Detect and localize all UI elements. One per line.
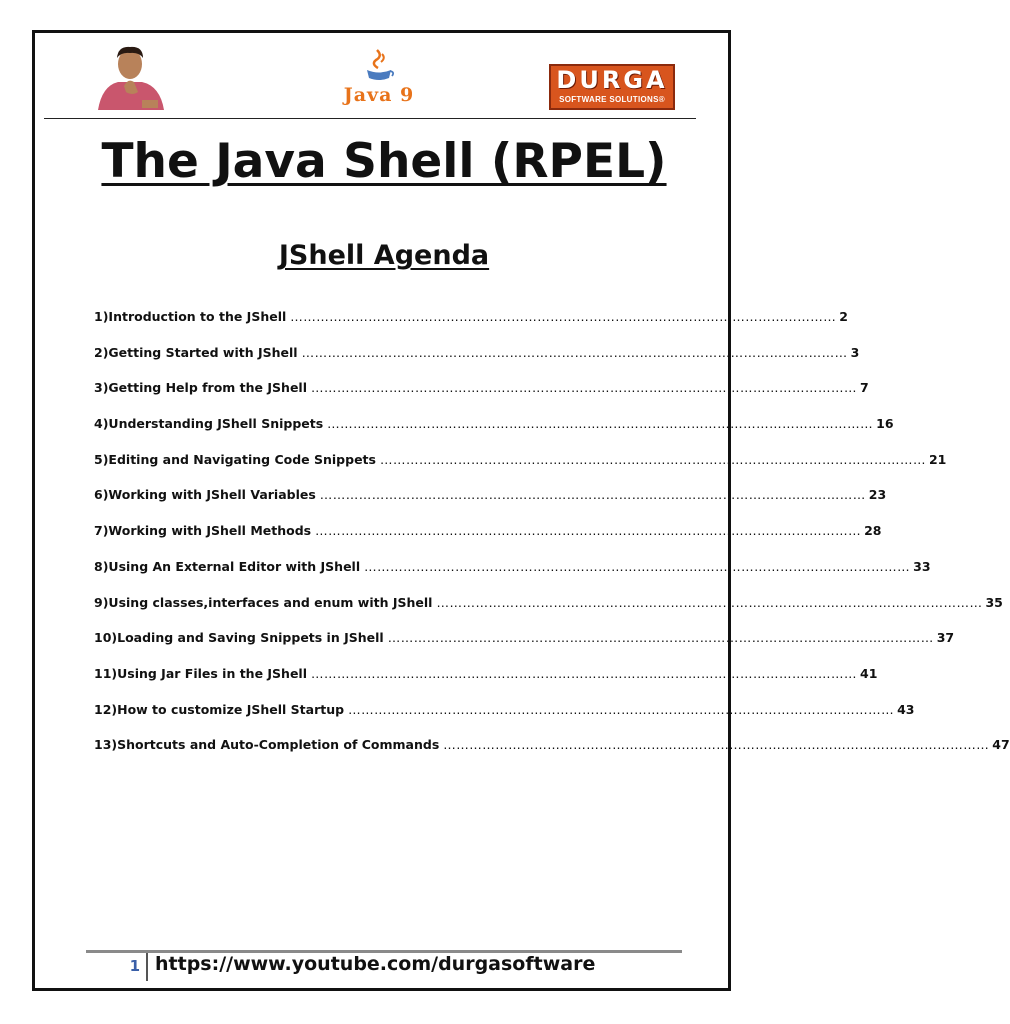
agenda-item-number: 7)	[94, 523, 109, 539]
agenda-heading: JShell Agenda	[278, 240, 490, 271]
agenda-leader: ………………………………………………………………………………………………………………	[443, 737, 990, 753]
agenda-item-page: 2	[839, 309, 848, 324]
footer-url: https://www.youtube.com/durgasoftware	[155, 953, 596, 975]
agenda-item-label: How to customize JShell Startup	[117, 701, 345, 717]
page-header	[44, 34, 696, 119]
agenda-item	[94, 380, 869, 416]
agenda-item-number: 5)	[94, 451, 109, 467]
agenda-item-page: 33	[913, 558, 931, 574]
agenda-item-label: Getting Help from the JShell	[108, 380, 307, 396]
agenda-item-page: 37	[936, 630, 955, 646]
agenda-item-page: 23	[868, 487, 887, 503]
agenda-item-label: Using An External Editor with JShell	[108, 558, 361, 574]
agenda-item	[94, 558, 931, 595]
agenda-item-number: 2)	[94, 344, 109, 360]
agenda-item-page: 21	[928, 451, 947, 467]
agenda-item	[94, 737, 1010, 773]
agenda-leader: ………………………………………………………………………………………………………………	[311, 665, 858, 681]
agenda-item-page: 7	[860, 380, 869, 396]
agenda-item-number: 10)	[94, 630, 118, 646]
agenda-item	[94, 701, 915, 738]
agenda-item-page: 28	[864, 523, 882, 539]
agenda-item	[94, 665, 878, 702]
java-logo-text: Java 9	[343, 84, 415, 106]
agenda-item-label: Understanding JShell Snippets	[108, 416, 324, 432]
agenda-item-number: 11)	[94, 665, 118, 681]
agenda-leader: ………………………………………………………………………………………………………………	[436, 594, 983, 610]
agenda-item-number: 4)	[94, 416, 109, 432]
agenda-item-number: 8)	[94, 558, 109, 574]
agenda-item	[94, 487, 887, 523]
agenda-leader: ………………………………………………………………………………………………………………	[315, 523, 862, 539]
agenda-item	[94, 309, 848, 345]
agenda-list	[94, 309, 1010, 773]
footer-page-number: 1	[129, 957, 140, 975]
agenda-item	[94, 630, 955, 666]
agenda-item-label: Getting Started with JShell	[108, 344, 298, 360]
durga-logo	[549, 64, 675, 110]
durga-brand-name: DURGA	[556, 66, 668, 94]
agenda-item-number: 3)	[94, 380, 109, 396]
document-title: The Java Shell (RPEL)	[101, 134, 667, 189]
agenda-item-number: 9)	[94, 594, 109, 610]
agenda-item-page: 35	[985, 594, 1003, 610]
agenda-item-page: 3	[850, 344, 860, 360]
agenda-item-label: Working with JShell Methods	[108, 523, 312, 539]
agenda-item	[94, 594, 1003, 631]
agenda-item	[94, 344, 860, 381]
java-cup-icon	[363, 48, 395, 82]
agenda-item-label: Introduction to the JShell	[108, 309, 287, 324]
agenda-item-page: 47	[992, 737, 1010, 753]
java-logo	[327, 54, 431, 110]
agenda-item-label: Editing and Navigating Code Snippets	[108, 451, 376, 467]
agenda-item-label: Using Jar Files in the JShell	[117, 665, 308, 681]
agenda-leader: ………………………………………………………………………………………………………………	[290, 309, 837, 324]
agenda-leader: ………………………………………………………………………………………………………………	[311, 380, 857, 396]
agenda-item-page: 41	[860, 665, 878, 681]
agenda-item	[94, 523, 882, 559]
agenda-leader: ………………………………………………………………………………………………………………	[379, 451, 926, 467]
agenda-item-label: Shortcuts and Auto-Completion of Commands	[117, 737, 440, 753]
agenda-item	[94, 416, 894, 452]
agenda-item-label: Loading and Saving Snippets in JShell	[117, 630, 384, 646]
agenda-item-number: 1)	[94, 309, 109, 324]
agenda-leader: ………………………………………………………………………………………………………………	[327, 416, 874, 432]
agenda-leader: ………………………………………………………………………………………………………………	[364, 558, 911, 574]
agenda-item-label: Working with JShell Variables	[108, 487, 316, 503]
durga-brand-tagline: SOFTWARE SOLUTIONS®	[559, 95, 665, 104]
agenda-item-number: 12)	[94, 701, 118, 717]
author-photo	[94, 42, 166, 110]
agenda-item-page: 43	[897, 701, 915, 717]
agenda-leader: ………………………………………………………………………………………………………………	[319, 487, 866, 503]
agenda-item	[94, 451, 947, 488]
agenda-item-label: Using classes,interfaces and enum with JShell	[108, 594, 433, 610]
agenda-item-page: 16	[876, 416, 894, 432]
agenda-leader: ………………………………………………………………………………………………………………	[301, 344, 848, 360]
agenda-leader: ………………………………………………………………………………………………………………	[387, 630, 934, 646]
agenda-leader: ………………………………………………………………………………………………………………	[348, 701, 895, 717]
footer-separator	[146, 953, 148, 981]
agenda-item-number: 13)	[94, 737, 118, 753]
agenda-item-number: 6)	[94, 487, 109, 503]
